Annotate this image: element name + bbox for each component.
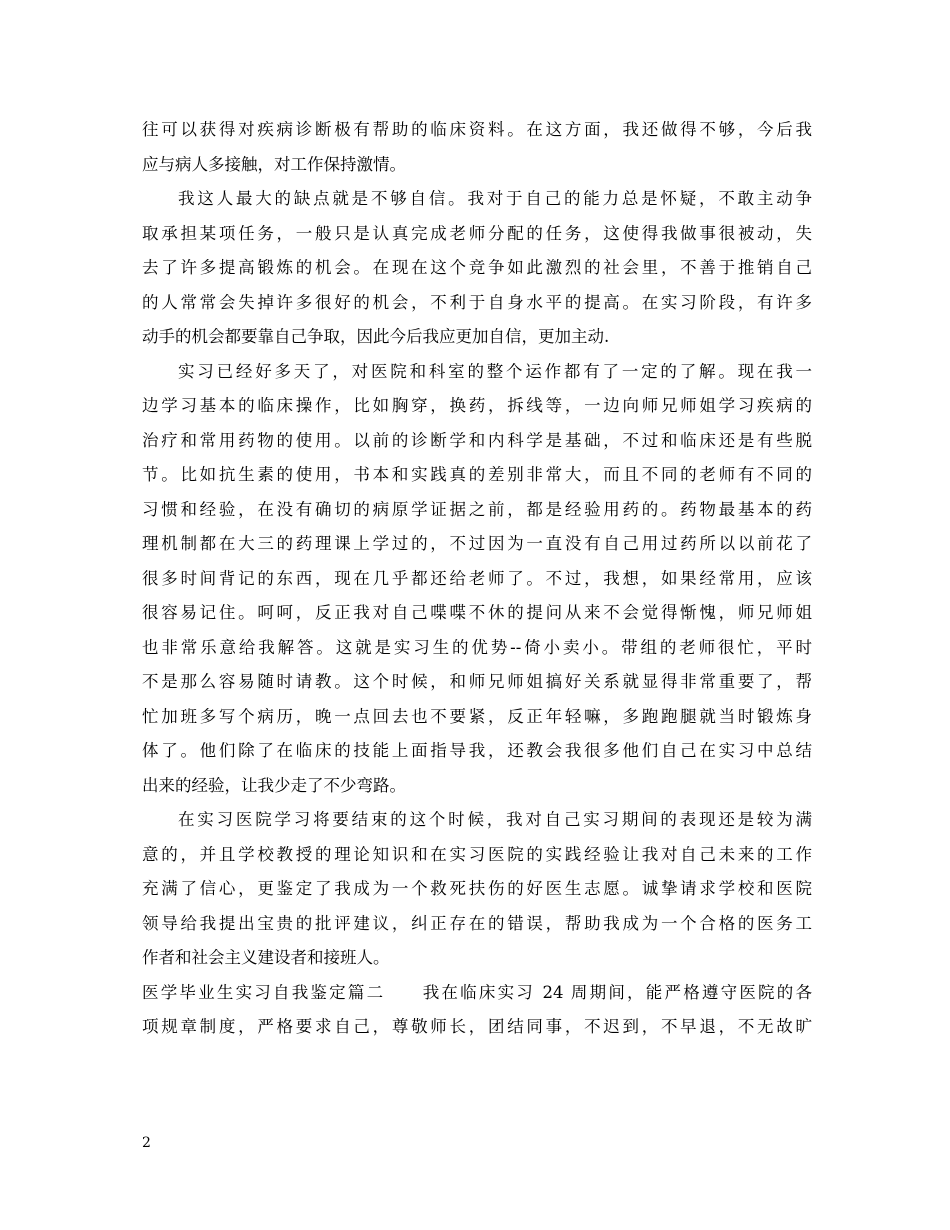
text-line: 往可以获得对疾病诊断极有帮助的临床资料。在这方面，我还做得不够，今后我 [142, 120, 812, 139]
text-line: 很多时间背记的东西，现在几乎都还给老师了。不过，我想，如果经常用，应该 [142, 568, 812, 588]
text-line: 项规章制度，严格要求自己，尊敬师长，团结同事，不迟到，不早退，不无故旷 [142, 1017, 812, 1036]
text-line: 也非常乐意给我解答。这就是实习生的优势--倚小卖小。带组的老师很忙，平时 [142, 637, 812, 657]
text-line: 理机制都在大三的药理课上学过的，不过因为一直没有自己用过药所以以前花了 [142, 534, 812, 553]
text-line: 我这人最大的缺点就是不够自信。我对于自己的能力总是怀疑，不敢主动争 [178, 189, 812, 208]
text-line: 很容易记住。呵呵，反正我对自己喋喋不休的提问从来不会觉得惭愧，师兄师姐 [142, 603, 812, 622]
text-line: 的人常常会失掉许多很好的机会，不利于自身水平的提高。在实习阶段，有许多 [142, 292, 812, 312]
text-line: 治疗和常用药物的使用。以前的诊断学和内科学是基础，不过和临床还是有些脱 [142, 430, 812, 450]
text-line: 领导给我提出宝贵的批评建议，纠正存在的错误，帮助我成为一个合格的医务工 [142, 913, 812, 933]
text-line: 充满了信心，更鉴定了我成为一个救死扶伤的好医生志愿。诚挚请求学校和医院 [142, 879, 812, 898]
text-line: 作者和社会主义建设者和接班人。 [142, 948, 390, 967]
text-line: 应与病人多接触，对工作保持激情。 [142, 154, 406, 174]
text-line: 习惯和经验，在没有确切的病原学证据之前，都是经验用药的。药物最基本的药 [142, 499, 812, 519]
document-body [142, 113, 812, 1045]
text-line: 意的，并且学校教授的理论知识和在实习医院的实践经验让我对自己未来的工作 [142, 844, 812, 864]
text-line: 取承担某项任务，一般只是认真完成老师分配的任务，这使得我做事很被动，失 [142, 223, 812, 243]
page-number: 2 [142, 1135, 151, 1151]
text-line: 去了许多提高锻炼的机会。在现在这个竞争如此激烈的社会里，不善于推销自己 [142, 258, 812, 277]
text-line: 体了。他们除了在临床的技能上面指导我，还教会我很多他们自己在实习中总结 [142, 741, 812, 760]
text-line: 不是那么容易随时请教。这个时候，和师兄师姐搞好关系就显得非常重要了，帮 [142, 672, 812, 691]
text-line: 节。比如抗生素的使用，书本和实践真的差别非常大，而且不同的老师有不同的 [142, 465, 812, 484]
text-line: 在实习医院学习将要结束的这个时候，我对自己实习期间的表现还是较为满 [178, 810, 812, 829]
section-heading-line: 医学毕业生实习自我鉴定篇二 我在临床实习 24 周期间，能严格遵守医院的各 [142, 982, 812, 1002]
text-line: 实习已经好多天了，对医院和科室的整个运作都有了一定的了解。现在我一 [178, 361, 812, 381]
text-line: 出来的经验，让我少走了不少弯路。 [142, 775, 406, 795]
text-line: 忙加班多写个病历，晚一点回去也不要紧，反正年轻嘛，多跑跑腿就当时锻炼身 [142, 706, 812, 726]
text-line: 动手的机会都要靠自己争取，因此今后我应更加自信，更加主动. [142, 327, 610, 346]
text-line: 边学习基本的临床操作，比如胸穿，换药，拆线等，一边向师兄师姐学习疾病的 [142, 396, 812, 415]
